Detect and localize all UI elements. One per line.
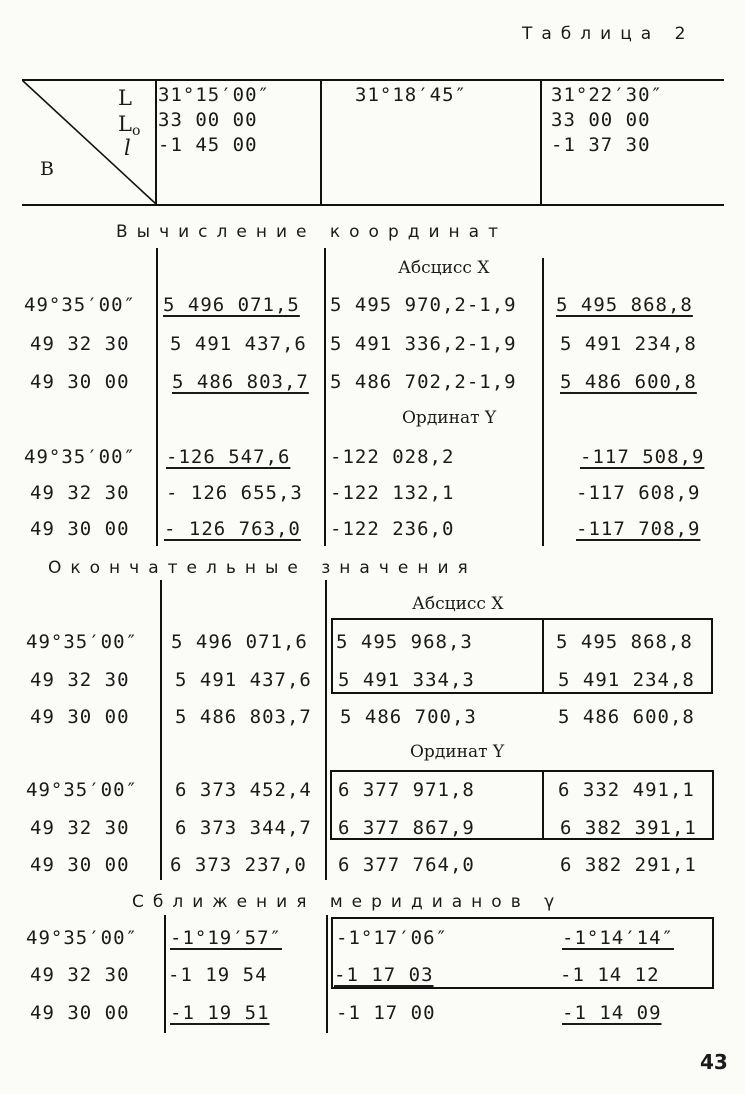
header-l-label: l bbox=[124, 136, 131, 160]
calc-y-heading: Ординат Y bbox=[402, 408, 497, 428]
convergence-cell: -1°17′06″ bbox=[336, 927, 448, 949]
row-b-label: 49°35′00″ bbox=[26, 779, 138, 801]
final-x-cell: 5 486 700,3 bbox=[340, 706, 477, 728]
row-b-label: 49 32 30 bbox=[30, 482, 130, 504]
final-y-cell: 6 382 291,1 bbox=[560, 854, 697, 876]
table-label: Таблица 2 bbox=[522, 24, 695, 44]
calc-y-cell: -117 508,9 bbox=[580, 446, 705, 468]
calc-y-cell: -122 028,2 bbox=[330, 446, 455, 468]
calc-x-cell: 5 495 970,2-1,9 bbox=[330, 294, 517, 316]
col1-L0: 33 00 00 bbox=[158, 109, 258, 131]
v-rule bbox=[542, 618, 544, 692]
page-number: 43 bbox=[700, 1050, 728, 1074]
convergence-cell: -1°14′14″ bbox=[562, 927, 674, 949]
calc-x-cell: 5 486 803,7 bbox=[172, 371, 309, 393]
calc-x-cell: 5 496 071,5 bbox=[163, 294, 300, 316]
row-b-label: 49 32 30 bbox=[30, 333, 130, 355]
final-y-heading: Ординат Y bbox=[410, 742, 505, 762]
final-y-cell: 6 377 867,9 bbox=[338, 817, 475, 839]
header-L-label: L bbox=[118, 86, 132, 110]
calc-x-heading: Абсцисс X bbox=[398, 258, 490, 278]
col1-l: -1 45 00 bbox=[158, 134, 258, 156]
calc-y-cell: - 126 655,3 bbox=[166, 482, 303, 504]
row-b-label: 49 30 00 bbox=[30, 371, 130, 393]
final-y-cell: 6 332 491,1 bbox=[558, 779, 695, 801]
convergence-cell: -1 17 00 bbox=[336, 1002, 436, 1024]
col3-L: 31°22′30″ bbox=[551, 84, 663, 106]
v-rule bbox=[542, 258, 544, 546]
v-rule bbox=[156, 248, 158, 546]
calc-x-cell: 5 495 868,8 bbox=[556, 294, 693, 316]
row-b-label: 49 30 00 bbox=[30, 706, 130, 728]
header-B-label: B bbox=[40, 158, 54, 180]
v-rule bbox=[164, 915, 166, 1033]
row-b-label: 49 32 30 bbox=[30, 817, 130, 839]
final-y-cell: 6 373 237,0 bbox=[170, 854, 307, 876]
row-b-label: 49°35′00″ bbox=[24, 446, 136, 468]
header-diagonal bbox=[22, 80, 158, 205]
convergence-cell: -1 17 03 bbox=[334, 964, 434, 986]
convergence-cell: -1 14 09 bbox=[562, 1002, 662, 1024]
final-x-cell: 5 491 334,3 bbox=[338, 669, 475, 691]
v-rule bbox=[542, 770, 544, 838]
calc-x-cell: 5 491 336,2-1,9 bbox=[330, 333, 517, 355]
final-y-cell: 6 377 971,8 bbox=[338, 779, 475, 801]
final-x-cell: 5 491 437,6 bbox=[175, 669, 312, 691]
col3-l: -1 37 30 bbox=[551, 134, 651, 156]
v-rule bbox=[324, 248, 326, 546]
calc-y-cell: -126 547,6 bbox=[166, 446, 291, 468]
header-L0-label: $L_o$ bbox=[118, 112, 141, 139]
convergence-cell: -1 19 54 bbox=[168, 964, 268, 986]
final-x-heading: Абсцисс X bbox=[412, 594, 504, 614]
v-rule bbox=[325, 580, 327, 880]
final-y-cell: 6 382 391,1 bbox=[560, 817, 697, 839]
convergence-cell: -1 19 51 bbox=[170, 1002, 270, 1024]
v-rule bbox=[326, 915, 328, 1033]
v-rule bbox=[155, 80, 157, 205]
convergence-cell: -1°19′57″ bbox=[170, 927, 282, 949]
convergence-cell: -1 14 12 bbox=[560, 964, 660, 986]
row-b-label: 49°35′00″ bbox=[26, 631, 138, 653]
final-x-cell: 5 486 600,8 bbox=[558, 706, 695, 728]
row-b-label: 49 30 00 bbox=[30, 518, 130, 540]
calc-x-cell: 5 486 702,2-1,9 bbox=[330, 371, 517, 393]
v-rule bbox=[320, 80, 322, 205]
row-b-label: 49°35′00″ bbox=[26, 927, 138, 949]
row-b-label: 49°35′00″ bbox=[24, 294, 136, 316]
calc-y-cell: -122 132,1 bbox=[330, 482, 455, 504]
final-x-cell: 5 486 803,7 bbox=[175, 706, 312, 728]
final-y-cell: 6 373 344,7 bbox=[175, 817, 312, 839]
col3-L0: 33 00 00 bbox=[551, 109, 651, 131]
row-b-label: 49 32 30 bbox=[30, 964, 130, 986]
final-x-cell: 5 495 868,8 bbox=[556, 631, 693, 653]
calc-x-cell: 5 486 600,8 bbox=[560, 371, 697, 393]
calc-y-cell: -122 236,0 bbox=[330, 518, 455, 540]
final-x-cell: 5 496 071,6 bbox=[171, 631, 308, 653]
final-x-cell: 5 495 968,3 bbox=[336, 631, 473, 653]
col2-L: 31°18′45″ bbox=[355, 84, 467, 106]
final-x-cell: 5 491 234,8 bbox=[558, 669, 695, 691]
row-b-label: 49 30 00 bbox=[30, 1002, 130, 1024]
v-rule bbox=[540, 80, 542, 205]
section-calc-title: Вычисление координат bbox=[116, 222, 507, 242]
row-b-label: 49 32 30 bbox=[30, 669, 130, 691]
calc-x-cell: 5 491 437,6 bbox=[170, 333, 307, 355]
section-final-title: Окончательные значения bbox=[48, 558, 477, 578]
row-b-label: 49 30 00 bbox=[30, 854, 130, 876]
final-y-cell: 6 377 764,0 bbox=[338, 854, 475, 876]
col1-L: 31°15′00″ bbox=[158, 84, 270, 106]
v-rule bbox=[160, 580, 162, 880]
section-convergence-title: Сближения меридианов γ bbox=[132, 892, 564, 912]
final-y-cell: 6 373 452,4 bbox=[175, 779, 312, 801]
calc-y-cell: -117 708,9 bbox=[576, 518, 701, 540]
calc-y-cell: -117 608,9 bbox=[576, 482, 701, 504]
calc-x-cell: 5 491 234,8 bbox=[560, 333, 697, 355]
calc-y-cell: - 126 763,0 bbox=[164, 518, 301, 540]
